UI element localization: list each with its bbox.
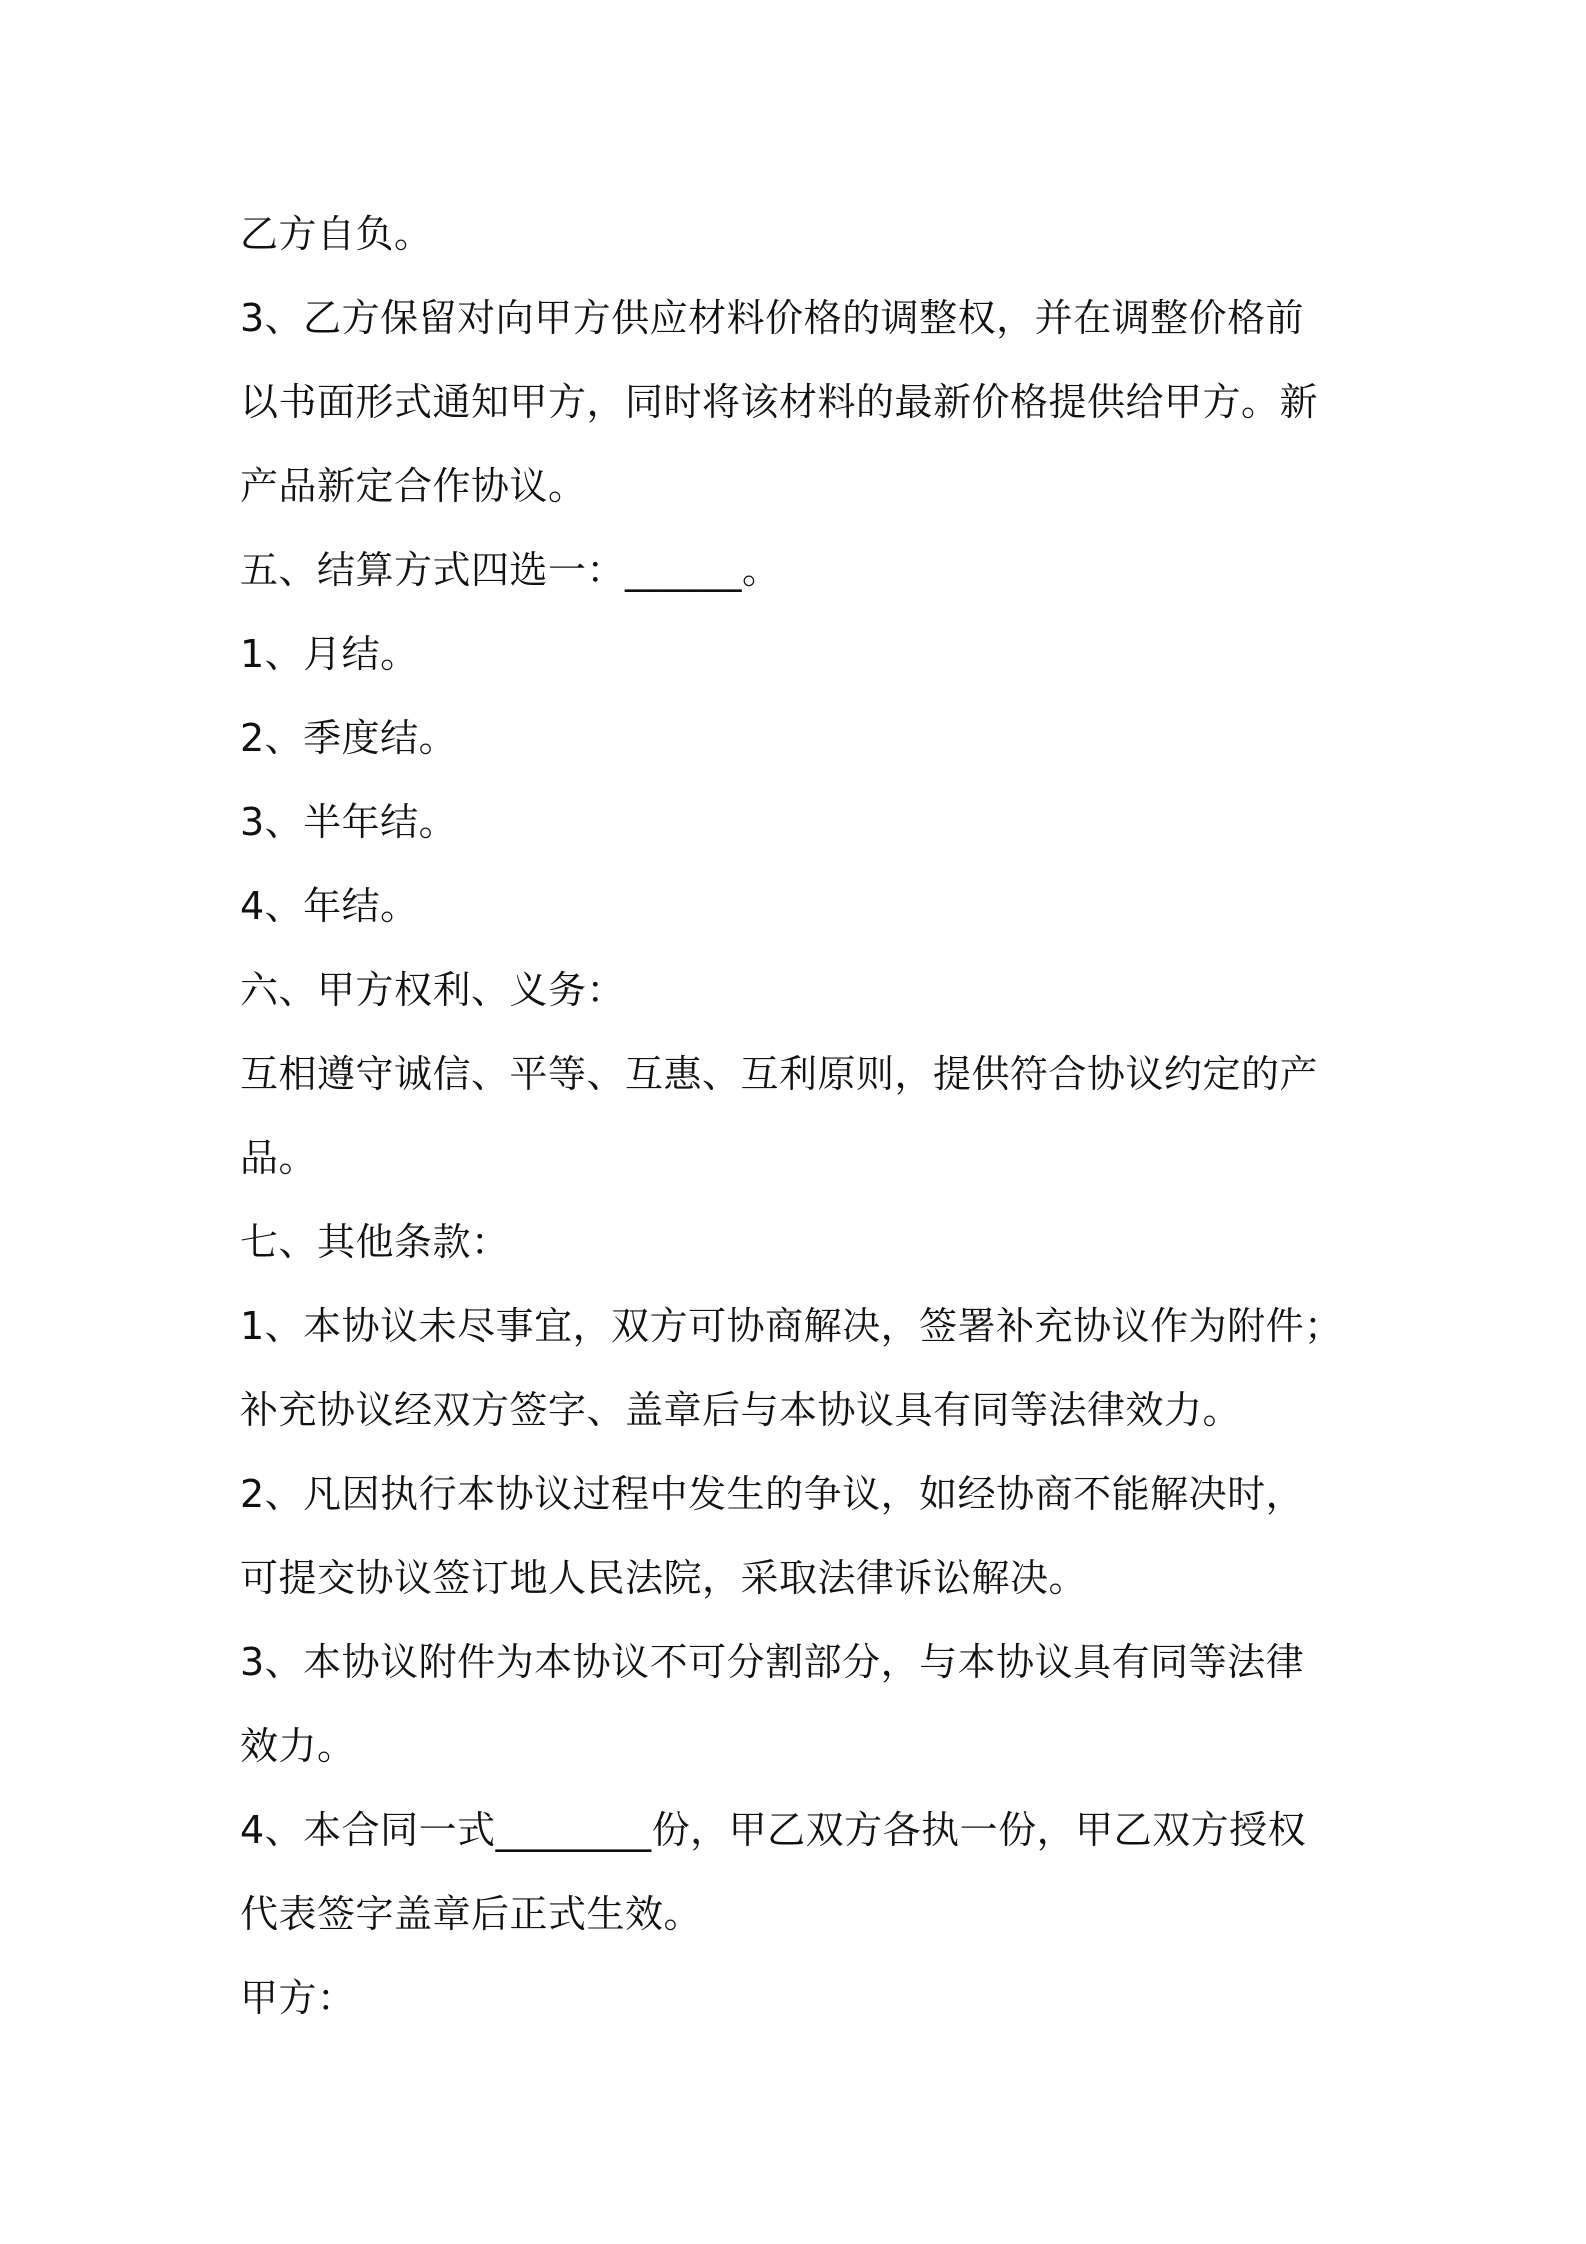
list-item: 3、半年结。: [240, 800, 458, 844]
list-item: 4、年结。: [240, 884, 419, 928]
text-line: 3、乙方保留对向甲方供应材料价格的调整权，并在调整价格前: [240, 296, 1305, 340]
section-heading: 七、其他条款：: [240, 1220, 510, 1264]
text-line: 代表签字盖章后正式生效。: [240, 1892, 703, 1936]
text-line: 以书面形式通知甲方，同时将该材料的最新价格提供给甲方。新: [240, 380, 1319, 424]
text-line: 1、本协议未尽事宜，双方可协商解决，签署补充协议作为附件；: [240, 1304, 1343, 1348]
list-item: 2、季度结。: [240, 716, 458, 760]
text-line: 效力。: [240, 1724, 356, 1768]
text-line: 互相遵守诚信、平等、互惠、互利原则，提供符合协议约定的产: [240, 1052, 1319, 1096]
text-line: 2、凡因执行本协议过程中发生的争议，如经协商不能解决时，: [240, 1472, 1305, 1516]
section-heading: 五、结算方式四选一：______。: [240, 548, 781, 592]
text-line: 可提交协议签订地人民法院，采取法律诉讼解决。: [240, 1556, 1088, 1600]
list-item: 1、月结。: [240, 632, 419, 676]
text-line: 产品新定合作协议。: [240, 464, 587, 508]
document-body: [240, 192, 1380, 2040]
text-line: 品。: [240, 1136, 318, 1180]
text-line: 3、本协议附件为本协议不可分割部分，与本协议具有同等法律: [240, 1640, 1305, 1684]
section-heading: 六、甲方权利、义务：: [240, 968, 626, 1012]
text-line: 乙方自负。: [240, 212, 433, 256]
text-line: 补充协议经双方签字、盖章后与本协议具有同等法律效力。: [240, 1388, 1242, 1432]
text-line: 4、本合同一式________份，甲乙双方各执一份，甲乙双方授权: [240, 1808, 1307, 1852]
signature-label-party-a: 甲方：: [240, 1976, 356, 2020]
